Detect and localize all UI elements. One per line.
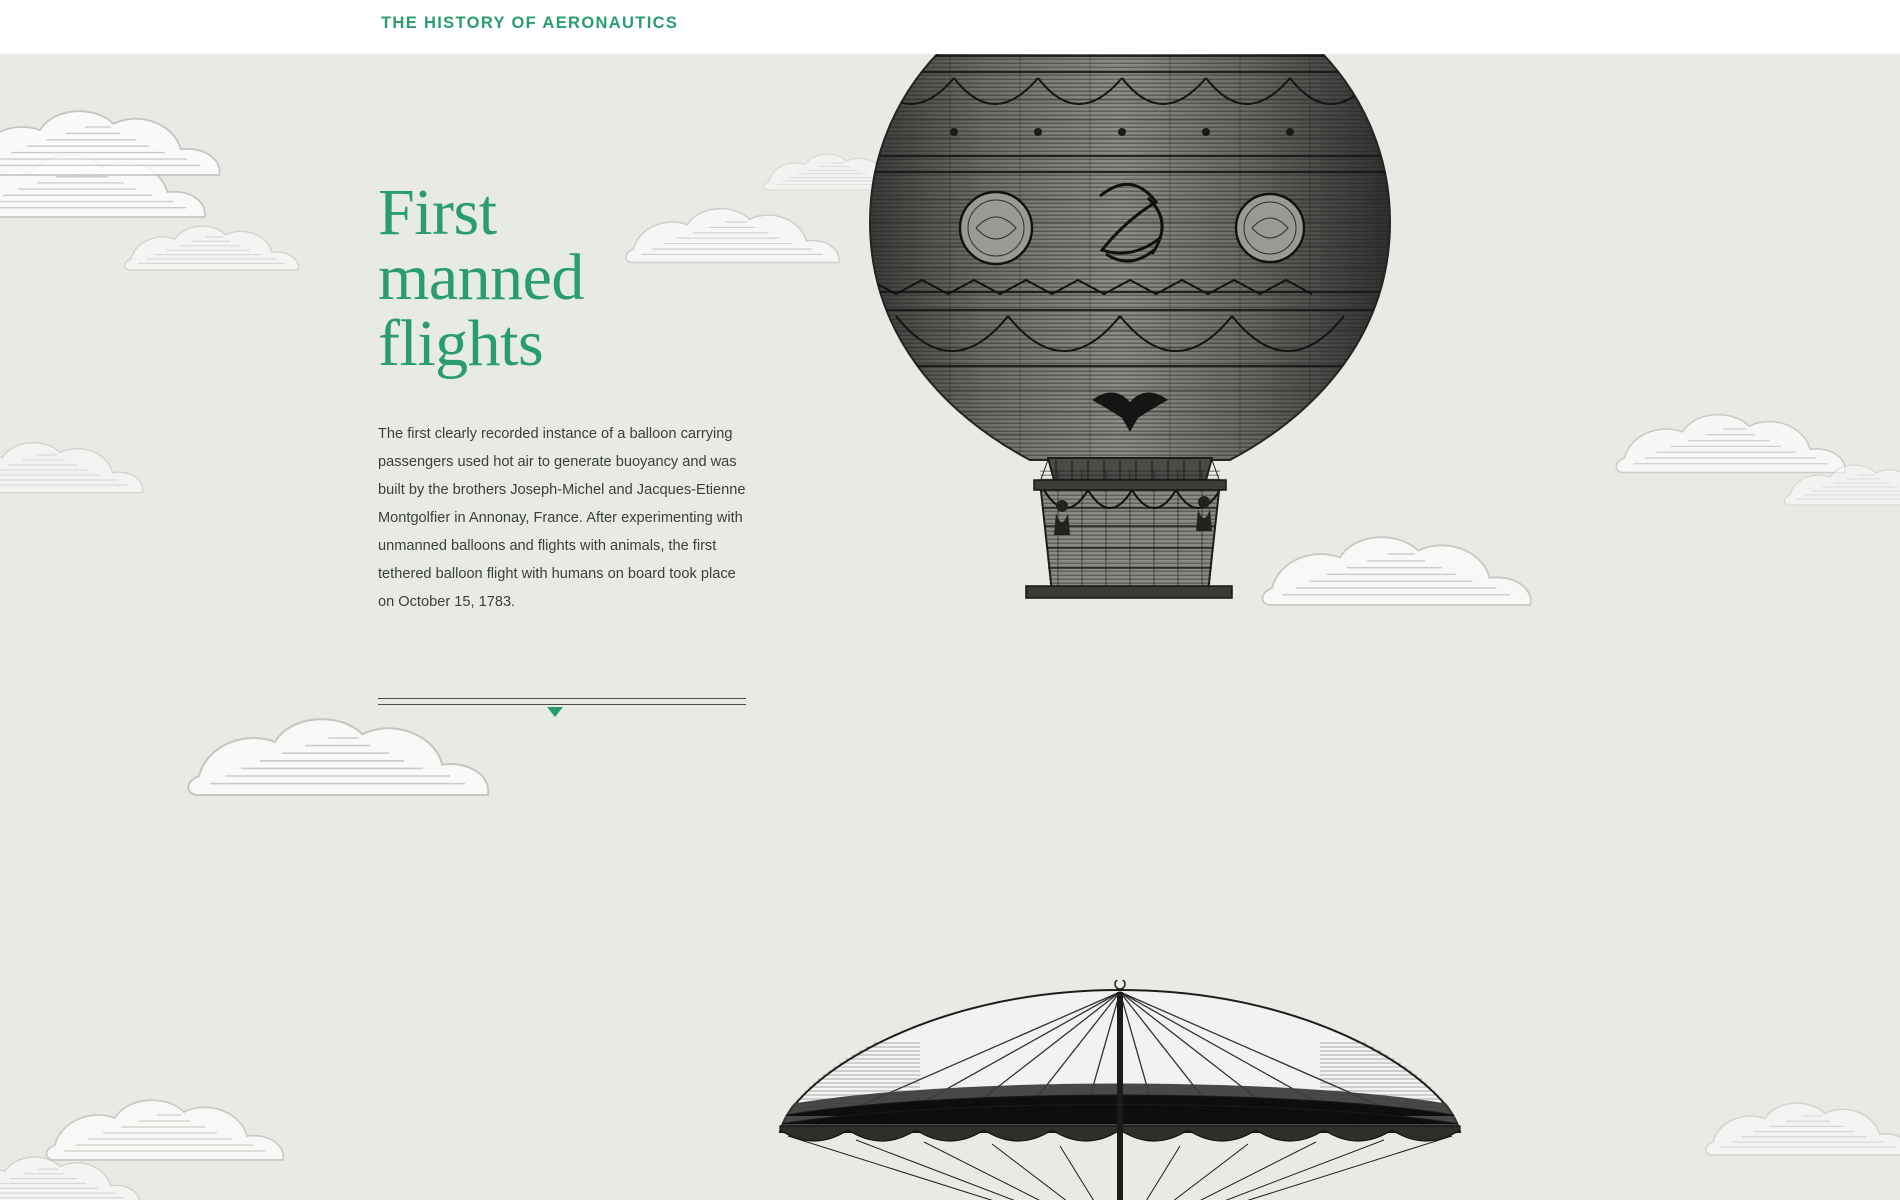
slider-track-upper[interactable]	[378, 698, 746, 699]
balloon-illustration	[800, 0, 1460, 700]
slider-thumb-marker[interactable]	[547, 707, 563, 717]
article-text-column	[378, 176, 750, 616]
headline-line-1: First	[378, 176, 497, 249]
headline-line-3: flights	[378, 306, 544, 380]
article-body-text: The first clearly recorded instance of a balloon carrying passengers used hot air to generate buoyancy and was built by the brothers Joseph-Michel and Jacques-Etienne Montgolfier in Annonay, France. After experimenting with unmanned balloons and flights with animals, the first tethered balloon flight with humans on board took place on October 15, 1783.	[378, 425, 746, 610]
slider-track-lower[interactable]	[378, 704, 746, 705]
timeline-slider[interactable]	[378, 694, 746, 720]
parachute-illustration	[760, 980, 1480, 1200]
site-title: THE HISTORY OF AERONAUTICS	[381, 14, 679, 32]
montgolfier-balloon-engraving-icon	[800, 0, 1460, 700]
page-title	[378, 176, 750, 380]
parachute-engraving-icon	[760, 980, 1480, 1200]
headline-line-2: manned	[378, 241, 584, 315]
top-bar	[0, 0, 1900, 54]
